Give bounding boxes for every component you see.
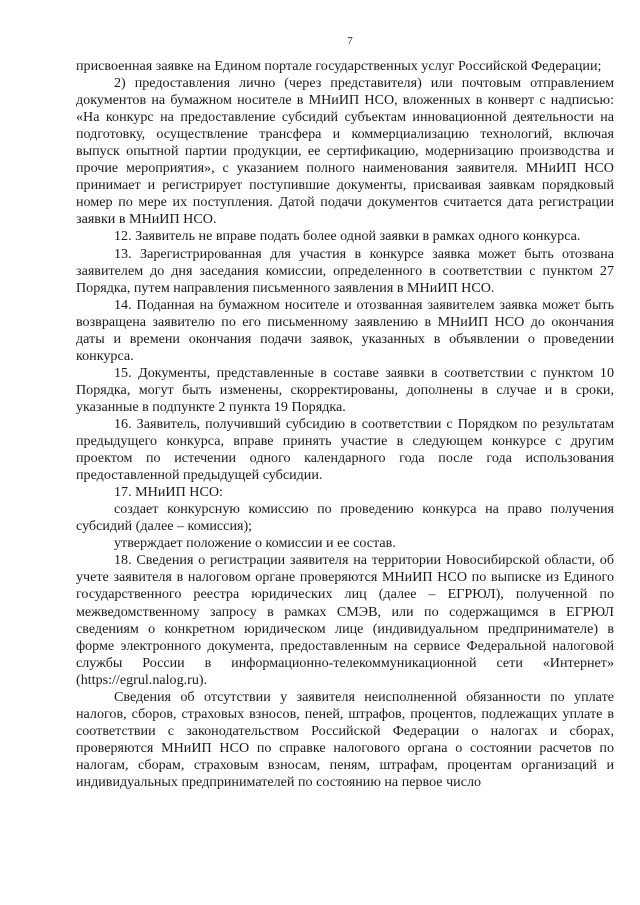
paragraph-item-17: 17. МНиИП НСО: xyxy=(114,484,223,501)
page-number: 7 xyxy=(347,35,353,47)
paragraph-submission-method-2: 2) предоставления лично (через представителя) или почтовым отправлением документов на бумажном носителе в МНиИП НСО, вложенных в конверт с надписью: «На конкурс на предоставление субсидий субъектам инновационной деятельности на подготовку, осуществление трансфера и коммерциализацию технологий, включая выпуск опытной партии продукции, ее сертификацию, модернизацию производства и прочие мероприятия», с указанием полного наименования заявителя. МНиИП НСО принимает и регистрирует поступившие документы, присваивая заявкам порядковый номер по мере их поступления. Датой подачи документов считается дата регистрации заявки в МНиИП НСО. xyxy=(76,75,614,228)
paragraph-item-12: 12. Заявитель не вправе подать более одной заявки в рамках одного конкурса. xyxy=(114,228,581,245)
document-body xyxy=(76,58,614,791)
paragraph-item-16: 16. Заявитель, получивший субсидию в соответствии с Порядком по результатам предыдущего конкурса, вправе принять участие в следующем конкурсе с другим проектом по истечении одного календарного года после года использования предоставленной предыдущей субсидии. xyxy=(76,415,614,484)
paragraph-continuation: присвоенная заявке на Едином портале государственных услуг Российской Федерации; xyxy=(76,58,602,74)
paragraph-item-14: 14. Поданная на бумажном носителе и отозванная заявителем заявка может быть возвращена заявителю по его письменному заявлению в МНиИП НСО до окончания даты и времени окончания подачи заявок, указанных в объявлении о проведении конкурса. xyxy=(76,296,614,364)
paragraph-item-15: 15. Документы, представленные в составе заявки в соответствии с пунктом 10 Порядка, могут быть изменены, скорректированы, дополнены в случае и в сроки, указанные в подпункте 2 пункта 19 Порядка. xyxy=(76,364,614,415)
paragraph-item-13: 13. Зарегистрированная для участия в конкурсе заявка может быть отозвана заявителем до дня заседания комиссии, определенного в соответствии с пунктом 27 Порядка, путем направления письменного заявления в МНиИП НСО. xyxy=(76,245,614,296)
paragraph-item-17-regulation: утверждает положение о комиссии и ее состав. xyxy=(114,535,396,552)
paragraph-item-18: 18. Сведения о регистрации заявителя на территории Новосибирской области, об учете заявителя в налоговом органе проверяются МНиИП НСО по выписке из Единого государственного реестра юридических лиц (далее – ЕГРЮЛ), полученной по межведомственному запросу в рамках СМЭВ, или по содержащимся в ЕГРЮЛ сведениям о конкретном юридическом лице (индивидуальном предпринимателе) в форме электронного документа, предоставленным на сервисе Федеральной налоговой службы России в информационно-телекоммуникационной сети «Интернет» (https://egrul.nalog.ru). xyxy=(76,552,614,688)
paragraph-item-17-commission: создает конкурсную комиссию по проведению конкурса на право получения субсидий (далее – комиссия); xyxy=(76,501,614,535)
paragraph-item-18-tax: Сведения об отсутствии у заявителя неисполненной обязанности по уплате налогов, сборов, страховых взносов, пеней, штрафов, процентов, подлежащих уплате в соответствии с законодательством Российской Федерации о налогах и сборах, проверяются МНиИП НСО по справке налогового органа о состоянии расчетов по налогам, сборам, страховым взносам, пеням, штрафам, процентам организаций и индивидуальных предпринимателей по состоянию на первое число xyxy=(76,688,614,790)
